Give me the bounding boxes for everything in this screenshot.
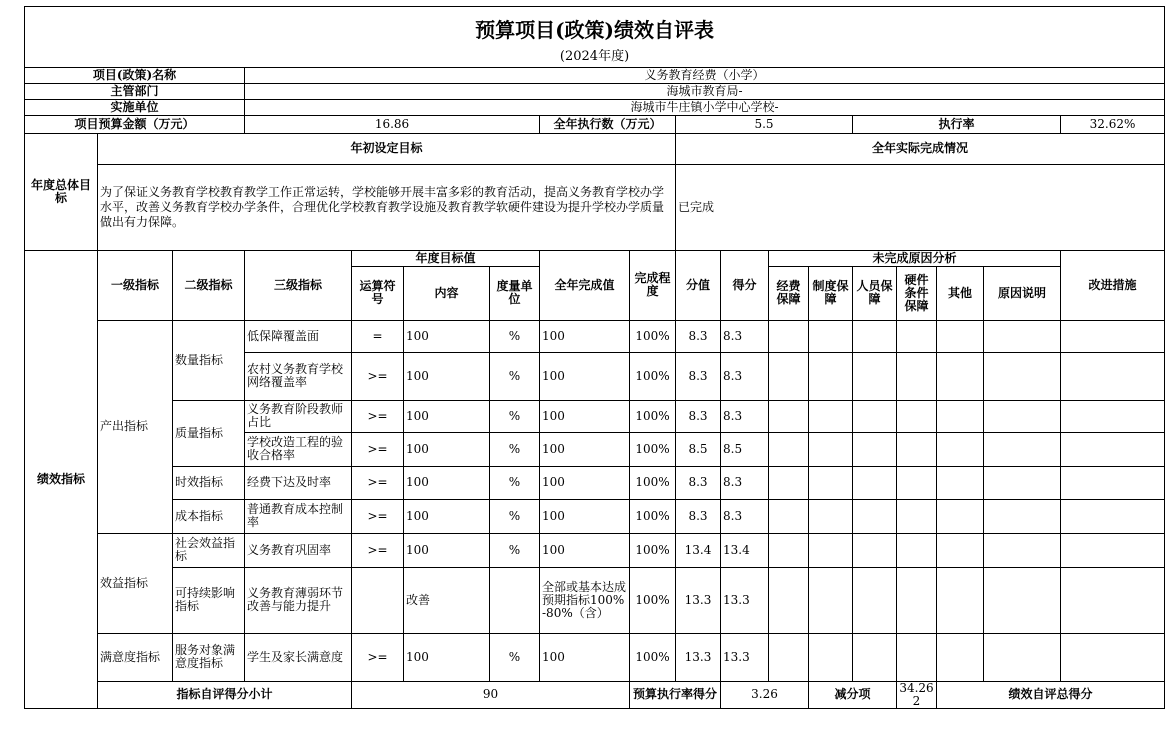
row-content: 100 [404,400,490,432]
row-l3: 普通教育成本控制率 [245,499,352,533]
header-reason-note: 原因说明 [984,266,1061,320]
row-op: >= [352,633,404,681]
table-row [25,400,1165,432]
row-score: 8.5 [676,432,721,466]
row-op [352,567,404,633]
department-label: 主管部门 [25,83,245,99]
table-row [25,567,1165,633]
row-unit: % [490,466,540,499]
execution-rate-label: 执行率 [853,115,1061,133]
row-l3: 义务教育巩固率 [245,533,352,567]
subtotal-label: 指标自评得分小计 [98,681,352,708]
table-row [25,466,1165,499]
level1-benefit: 效益指标 [98,533,173,633]
row-unit: % [490,400,540,432]
header-reason-staff: 人员保障 [853,266,897,320]
header-annual-done: 全年完成值 [540,250,630,320]
row-score: 13.4 [676,533,721,567]
row-l3: 低保障覆盖面 [245,320,352,352]
header-operator: 运算符号 [352,266,404,320]
row-degree: 100% [630,320,676,352]
row-op: >= [352,352,404,400]
row-unit: % [490,499,540,533]
row-content: 100 [404,533,490,567]
row-score: 8.3 [676,320,721,352]
budget-amount-value: 16.86 [245,115,540,133]
row-unit: % [490,533,540,567]
level2-service: 服务对象满意度指标 [173,633,245,681]
header-reason-funding: 经费保障 [769,266,809,320]
exec-score-label: 预算执行率得分 [630,681,721,708]
level2-quality: 质量指标 [173,400,245,466]
header-reason-hardware: 硬件条件保障 [897,266,937,320]
table-row [25,633,1165,681]
row-done: 100 [540,533,630,567]
page-title: 预算项目(政策)绩效自评表 [25,7,1165,49]
header-reason-group: 未完成原因分析 [769,250,1061,266]
row-got: 8.3 [721,320,769,352]
row-op: >= [352,499,404,533]
row-done: 100 [540,400,630,432]
level2-cost: 成本指标 [173,499,245,533]
row-score: 8.3 [676,466,721,499]
row-degree: 100% [630,466,676,499]
subtotal-value: 90 [352,681,630,708]
row-op: >= [352,533,404,567]
row-score: 8.3 [676,499,721,533]
header-unit: 度量单位 [490,266,540,320]
annual-execution-label: 全年执行数（万元） [540,115,676,133]
row-done: 全部或基本达成预期指标100%-80%（含） [540,567,630,633]
row-score: 13.3 [676,567,721,633]
row-score: 8.3 [676,400,721,432]
header-level3: 三级指标 [245,250,352,320]
row-op: >= [352,466,404,499]
actual-completion-header: 全年实际完成情况 [676,133,1165,164]
row-score: 13.3 [676,633,721,681]
execution-rate-value: 32.62% [1061,115,1165,133]
initial-goal-text: 为了保证义务教育学校教育教学工作正常运转，学校能够开展丰富多彩的教育活动，提高义务教育学校办学水平，改善义务教育学校办学条件，合理优化学校教育教学设施及教育教学软硬件建设为提升学校办学质量做出有力保障。 [98,164,676,250]
deduction-value: 34.262 [897,681,937,708]
row-l3: 学校改造工程的验收合格率 [245,432,352,466]
level2-social: 社会效益指标 [173,533,245,567]
row-degree: 100% [630,567,676,633]
row-degree: 100% [630,432,676,466]
row-unit: % [490,320,540,352]
row-l3: 农村义务教育学校网络覆盖率 [245,352,352,400]
row-l3: 义务教育阶段教师占比 [245,400,352,432]
row-content: 100 [404,499,490,533]
row-got: 8.3 [721,400,769,432]
row-l3: 经费下达及时率 [245,466,352,499]
row-got: 8.3 [721,352,769,400]
row-score: 8.3 [676,352,721,400]
implementing-unit-value: 海城市牛庄镇小学中心学校- [245,99,1165,115]
row-degree: 100% [630,400,676,432]
row-got: 13.3 [721,633,769,681]
row-got: 13.3 [721,567,769,633]
row-unit [490,567,540,633]
row-got: 13.4 [721,533,769,567]
annual-execution-value: 5.5 [676,115,853,133]
row-degree: 100% [630,352,676,400]
row-unit: % [490,633,540,681]
row-unit: % [490,432,540,466]
table-row [25,320,1165,352]
implementing-unit-label: 实施单位 [25,99,245,115]
row-done: 100 [540,499,630,533]
performance-self-evaluation-sheet [24,6,1164,709]
row-got: 8.3 [721,499,769,533]
department-value: 海城市教育局- [245,83,1165,99]
budget-amount-label: 项目预算金额（万元） [25,115,245,133]
row-degree: 100% [630,499,676,533]
header-content: 内容 [404,266,490,320]
project-name-value: 义务教育经费（小学） [245,67,1165,83]
row-content: 改善 [404,567,490,633]
table-row [25,499,1165,533]
header-level2: 二级指标 [173,250,245,320]
row-done: 100 [540,466,630,499]
row-done: 100 [540,352,630,400]
total-score-label: 绩效自评总得分 [937,681,1165,708]
row-content: 100 [404,633,490,681]
header-improve: 改进措施 [1061,250,1165,320]
header-reason-system: 制度保障 [809,266,853,320]
row-content: 100 [404,352,490,400]
row-done: 100 [540,320,630,352]
header-level1: 一级指标 [98,250,173,320]
annual-goal-label: 年度总体目标 [25,133,98,250]
row-got: 8.5 [721,432,769,466]
row-op: >= [352,400,404,432]
evaluation-table [24,6,1165,709]
table-row [25,533,1165,567]
report-year: (2024年度) [25,49,1165,68]
row-done: 100 [540,633,630,681]
header-degree: 完成程度 [630,250,676,320]
header-score: 分值 [676,250,721,320]
project-name-label: 项目(政策)名称 [25,67,245,83]
deduction-label: 减分项 [809,681,897,708]
header-got: 得分 [721,250,769,320]
row-got: 8.3 [721,466,769,499]
row-content: 100 [404,320,490,352]
actual-completion-text: 已完成 [676,164,1165,250]
header-target-group: 年度目标值 [352,250,540,266]
row-done: 100 [540,432,630,466]
level1-output: 产出指标 [98,320,173,533]
initial-goal-header: 年初设定目标 [98,133,676,164]
exec-score-value: 3.26 [721,681,809,708]
row-op: = [352,320,404,352]
row-content: 100 [404,432,490,466]
row-l3: 学生及家长满意度 [245,633,352,681]
level1-satisfaction: 满意度指标 [98,633,173,681]
header-reason-other: 其他 [937,266,984,320]
level2-quantity: 数量指标 [173,320,245,400]
row-l3: 义务教育薄弱环节改善与能力提升 [245,567,352,633]
row-degree: 100% [630,533,676,567]
row-unit: % [490,352,540,400]
row-content: 100 [404,466,490,499]
row-degree: 100% [630,633,676,681]
level2-timeliness: 时效指标 [173,466,245,499]
level2-sustain: 可持续影响指标 [173,567,245,633]
row-op: >= [352,432,404,466]
performance-indicators-label: 绩效指标 [25,250,98,708]
